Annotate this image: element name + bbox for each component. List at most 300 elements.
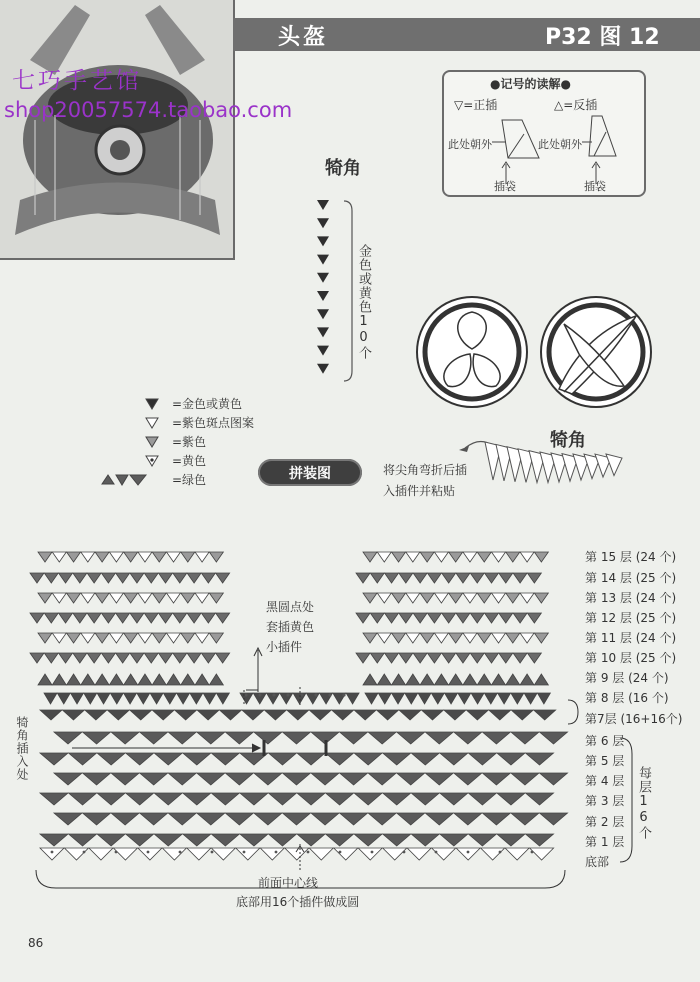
assembly-unit — [492, 633, 506, 643]
assembly-unit — [197, 732, 225, 744]
base-dot-marker — [435, 851, 438, 854]
assembly-unit — [144, 653, 158, 663]
assembly-unit — [377, 633, 391, 643]
assembly-unit — [368, 732, 396, 744]
assembly-unit — [124, 593, 138, 603]
assembly-unit — [89, 848, 113, 860]
assembly-unit — [497, 793, 525, 805]
assembly-unit — [527, 573, 541, 583]
assembly-unit — [365, 693, 378, 704]
assembly-unit — [64, 848, 88, 860]
assembly-unit — [370, 653, 384, 663]
assembly-unit — [30, 613, 44, 623]
assembly-unit — [138, 633, 152, 643]
color-legend-row — [100, 471, 270, 489]
assembly-unit — [268, 753, 296, 765]
assembly-unit — [420, 674, 434, 685]
assembly-unit — [225, 813, 253, 825]
assembly-unit — [354, 710, 376, 720]
horn-assembly-note-1: 将尖角弯折后插 — [383, 463, 468, 477]
assembly-unit — [54, 773, 82, 785]
assembly-unit — [383, 848, 407, 860]
horn-unit — [317, 309, 329, 319]
assembly-unit — [427, 653, 441, 663]
assembly-unit — [38, 593, 52, 603]
assembly-unit — [511, 732, 539, 744]
assembly-unit — [440, 793, 468, 805]
assembly-unit — [124, 552, 138, 562]
assembly-unit — [211, 793, 239, 805]
assembly-unit — [456, 573, 470, 583]
assembly-unit — [449, 552, 463, 562]
assembly-unit — [116, 653, 130, 663]
assembly-unit — [168, 773, 196, 785]
assembly-unit — [311, 773, 339, 785]
assembly-unit — [534, 674, 548, 685]
assembly-unit — [138, 674, 152, 685]
assembly-unit — [482, 732, 510, 744]
assembly-unit — [383, 834, 411, 846]
assembly-unit — [211, 753, 239, 765]
assembly-unit — [285, 848, 309, 860]
assembly-unit — [505, 848, 529, 860]
assembly-unit — [69, 753, 97, 765]
assembly-unit — [81, 674, 95, 685]
black-dot-marker — [272, 693, 275, 696]
assembly-unit — [368, 813, 396, 825]
assembly-unit — [506, 674, 520, 685]
assembly-unit — [397, 813, 425, 825]
assembly-unit — [69, 793, 97, 805]
assembly-unit — [97, 834, 125, 846]
assembly-unit — [195, 552, 209, 562]
assembly-unit — [181, 633, 195, 643]
assembly-unit — [385, 613, 399, 623]
assembly-unit — [183, 753, 211, 765]
helmet-photo — [0, 0, 235, 260]
assembly-unit — [470, 653, 484, 663]
assembly-unit — [197, 773, 225, 785]
assembly-diagram-label: 拼装图 — [258, 459, 362, 486]
assembly-unit — [385, 573, 399, 583]
assembly-unit — [520, 593, 534, 603]
assembly-unit — [427, 573, 441, 583]
insert-reverse-label: △=反插 — [554, 98, 598, 112]
assembly-unit — [209, 633, 223, 643]
assembly-unit — [109, 552, 123, 562]
layer-label: 第7层 (16+16个) — [585, 712, 683, 726]
assembly-unit — [383, 753, 411, 765]
horn-unit — [317, 236, 329, 246]
horn-insert-note: 犄角插入处 — [15, 716, 29, 781]
assembly-unit — [52, 633, 66, 643]
assembly-unit — [334, 848, 358, 860]
assembly-unit — [506, 593, 520, 603]
insert-normal-label: ▽=正插 — [454, 98, 498, 112]
assembly-unit — [397, 732, 425, 744]
assembly-unit — [111, 773, 139, 785]
assembly-unit — [524, 693, 537, 704]
assembly-unit — [442, 653, 456, 663]
assembly-unit — [492, 674, 506, 685]
assembly-unit — [477, 552, 491, 562]
assembly-unit — [477, 633, 491, 643]
assembly-unit — [187, 613, 201, 623]
assembly-unit — [309, 848, 333, 860]
watermark-url: shop20057574.taobao.com — [4, 98, 293, 122]
assembly-unit — [421, 710, 443, 720]
assembly-unit — [220, 710, 242, 720]
assembly-unit — [356, 573, 370, 583]
assembly-unit — [95, 593, 109, 603]
assembly-unit — [485, 613, 499, 623]
base-dot-marker — [115, 851, 118, 854]
assembly-unit — [40, 848, 64, 860]
assembly-unit — [201, 653, 215, 663]
assembly-unit — [468, 753, 496, 765]
color-legend-label: =黄色 — [172, 454, 207, 468]
assembly-unit — [152, 552, 166, 562]
assembly-unit — [44, 653, 58, 663]
assembly-unit — [162, 848, 186, 860]
assembly-unit — [83, 773, 111, 785]
assembly-unit — [126, 753, 154, 765]
assembly-unit — [85, 710, 107, 720]
assembly-unit — [407, 848, 431, 860]
assembly-unit — [511, 710, 533, 720]
assembly-unit — [405, 693, 418, 704]
assembly-unit — [326, 753, 354, 765]
assembly-unit — [427, 613, 441, 623]
figure-reference: P32 图 12 — [545, 25, 660, 50]
assembly-unit — [54, 813, 82, 825]
layer-label: 第 10 层 (25 个) — [585, 651, 677, 665]
assembly-unit — [377, 674, 391, 685]
assembly-unit — [492, 552, 506, 562]
assembly-unit — [201, 613, 215, 623]
assembly-unit — [187, 848, 211, 860]
assembly-unit — [511, 773, 539, 785]
assembly-unit — [159, 573, 173, 583]
assembly-unit — [254, 773, 282, 785]
assembly-unit — [175, 710, 197, 720]
assembly-unit — [124, 674, 138, 685]
layer-label: 底部 — [585, 855, 610, 869]
assembly-unit — [354, 834, 382, 846]
assembly-unit — [101, 653, 115, 663]
assembly-unit — [181, 593, 195, 603]
crest-hollyhock-icon — [417, 297, 527, 407]
assembly-unit — [69, 834, 97, 846]
horn-unit — [317, 273, 329, 283]
assembly-unit — [377, 593, 391, 603]
assembly-unit — [363, 552, 377, 562]
black-dot-note-line-1: 黑圆点处 — [266, 600, 315, 614]
assembly-unit — [44, 613, 58, 623]
assembly-unit — [463, 593, 477, 603]
assembly-unit — [190, 693, 203, 704]
horn-unit — [317, 218, 329, 228]
assembly-unit — [167, 552, 181, 562]
assembly-unit — [485, 573, 499, 583]
layer-label: 第 4 层 — [585, 774, 625, 788]
notation-diagrams — [444, 72, 644, 195]
assembly-unit — [425, 813, 453, 825]
assembly-unit — [109, 674, 123, 685]
assembly-unit — [399, 613, 413, 623]
assembly-unit — [498, 693, 511, 704]
assembly-unit — [30, 573, 44, 583]
base-dot-marker — [51, 851, 54, 854]
assembly-unit — [59, 573, 73, 583]
assembly-unit — [159, 653, 173, 663]
assembly-unit — [326, 793, 354, 805]
assembly-unit — [163, 693, 176, 704]
color-swatch-icon — [100, 396, 170, 412]
horn-stack-note: 金色或黄色10个 — [356, 244, 371, 360]
layer-label: 第 14 层 (25 个) — [585, 571, 677, 585]
assembly-unit — [225, 773, 253, 785]
layer-label: 第 8 层 (16 个) — [585, 691, 669, 705]
assembly-unit — [468, 834, 496, 846]
color-swatch-icon — [100, 472, 170, 488]
assembly-unit — [280, 693, 293, 704]
assembly-unit — [445, 693, 458, 704]
color-legend-row — [100, 452, 270, 470]
assembly-unit — [211, 848, 235, 860]
assembly-unit — [216, 653, 230, 663]
assembly-unit — [499, 613, 513, 623]
horn-assembled-drawing — [455, 428, 635, 498]
assembly-unit — [130, 710, 152, 720]
assembly-unit — [406, 552, 420, 562]
black-dot-marker — [244, 693, 247, 696]
assembly-unit — [168, 813, 196, 825]
assembly-unit — [216, 693, 229, 704]
assembly-unit — [397, 773, 425, 785]
assembly-unit — [456, 653, 470, 663]
color-swatch-icon — [100, 453, 170, 469]
assembly-unit — [195, 633, 209, 643]
layer-label: 第 5 层 — [585, 754, 625, 768]
assembly-unit — [168, 732, 196, 744]
assembly-unit — [540, 773, 568, 785]
page-number: 86 — [28, 936, 44, 950]
assembly-unit — [38, 633, 52, 643]
assembly-unit — [144, 573, 158, 583]
horn-unit — [317, 346, 329, 356]
assembly-unit — [499, 653, 513, 663]
assembly-unit — [466, 710, 488, 720]
color-swatch-icon — [100, 415, 170, 431]
assembly-unit — [124, 633, 138, 643]
color-legend-label: =紫色 — [172, 435, 207, 449]
assembly-unit — [499, 573, 513, 583]
assembly-unit — [506, 552, 520, 562]
assembly-unit — [413, 653, 427, 663]
assembly-unit — [540, 813, 568, 825]
assembly-unit — [356, 653, 370, 663]
assembly-unit — [116, 573, 130, 583]
assembly-unit — [527, 653, 541, 663]
pocket-label-left: 插袋 — [494, 180, 516, 193]
assembly-unit — [40, 793, 68, 805]
assembly-unit — [431, 693, 444, 704]
assembly-unit — [406, 633, 420, 643]
assembly-unit — [209, 593, 223, 603]
horn-unit — [317, 255, 329, 265]
horn-unit — [317, 291, 329, 301]
helmet-photo-drawing — [0, 0, 233, 258]
assembly-unit — [116, 613, 130, 623]
assembly-unit — [454, 813, 482, 825]
assembly-unit — [59, 613, 73, 623]
assembly-unit — [236, 848, 260, 860]
assembly-unit — [54, 732, 82, 744]
layer-label: 第 9 层 (24 个) — [585, 671, 669, 685]
base-note: 底部用16个插件做成圆 — [236, 895, 360, 909]
front-center-label: 前面中心线 — [258, 876, 319, 890]
assembly-unit — [183, 793, 211, 805]
assembly-unit — [418, 693, 431, 704]
assembly-unit — [346, 693, 359, 704]
assembly-unit — [444, 710, 466, 720]
assembly-unit — [173, 613, 187, 623]
assembly-unit — [73, 613, 87, 623]
assembly-unit — [332, 710, 354, 720]
assembly-unit — [413, 613, 427, 623]
assembly-unit — [377, 710, 399, 720]
assembly-unit — [392, 593, 406, 603]
crest-feather-icon — [541, 297, 651, 407]
layer-label: 第 2 层 — [585, 815, 625, 829]
assembly-unit — [293, 693, 306, 704]
base-dot-marker — [531, 851, 534, 854]
color-legend-label: =金色或黄色 — [172, 397, 243, 411]
assembly-unit — [140, 773, 168, 785]
layer-label: 第 15 层 (24 个) — [585, 550, 677, 564]
assembly-unit — [95, 552, 109, 562]
assembly-unit — [442, 573, 456, 583]
assembly-unit — [434, 593, 448, 603]
assembly-unit — [138, 593, 152, 603]
assembly-unit — [107, 710, 129, 720]
layer-label: 第 6 层 — [585, 734, 625, 748]
assembly-unit — [67, 552, 81, 562]
assembly-unit — [297, 834, 325, 846]
assembly-unit — [370, 613, 384, 623]
assembly-unit — [30, 653, 44, 663]
assembly-unit — [40, 834, 68, 846]
assembly-unit — [497, 834, 525, 846]
base-dot-marker — [275, 851, 278, 854]
assembly-unit — [526, 753, 554, 765]
assembly-unit — [137, 693, 150, 704]
assembly-unit — [183, 834, 211, 846]
color-legend-label: =紫色斑点图案 — [172, 416, 255, 430]
assembly-unit — [71, 693, 84, 704]
assembly-unit — [110, 693, 123, 704]
assembly-unit — [540, 732, 568, 744]
assembly-unit — [109, 593, 123, 603]
assembly-unit — [152, 633, 166, 643]
assembly-unit — [67, 633, 81, 643]
assembly-unit — [181, 674, 195, 685]
assembly-unit — [432, 848, 456, 860]
assembly-unit — [140, 732, 168, 744]
assembly-unit — [463, 674, 477, 685]
assembly-unit — [124, 693, 137, 704]
horn-unit — [317, 364, 329, 374]
assembly-unit — [425, 732, 453, 744]
assembly-unit — [282, 732, 310, 744]
assembly-unit — [363, 593, 377, 603]
assembly-unit — [434, 633, 448, 643]
black-dot-note-line-3: 小插件 — [266, 640, 303, 654]
assembly-unit — [513, 573, 527, 583]
color-legend-row — [100, 433, 270, 451]
assembly-unit — [377, 552, 391, 562]
assembly-unit — [297, 793, 325, 805]
assembly-unit — [254, 813, 282, 825]
assembly-unit — [456, 848, 480, 860]
assembly-unit — [392, 633, 406, 643]
color-legend — [100, 395, 260, 490]
assembly-unit — [83, 813, 111, 825]
assembly-unit — [484, 693, 497, 704]
assembly-unit — [62, 710, 84, 720]
assembly-unit — [513, 653, 527, 663]
assembly-unit — [513, 613, 527, 623]
assembly-unit — [520, 633, 534, 643]
assembly-unit — [506, 633, 520, 643]
assembly-unit — [187, 653, 201, 663]
assembly-unit — [520, 552, 534, 562]
assembly-unit — [130, 613, 144, 623]
assembly-unit — [458, 693, 471, 704]
assembly-unit — [482, 773, 510, 785]
assembly-unit — [442, 613, 456, 623]
assembly-unit — [534, 710, 556, 720]
black-dot-marker — [300, 693, 303, 696]
assembly-unit — [197, 813, 225, 825]
assembly-unit — [173, 653, 187, 663]
assembly-unit — [470, 613, 484, 623]
assembly-unit — [326, 834, 354, 846]
assembly-unit — [385, 653, 399, 663]
assembly-unit — [216, 613, 230, 623]
assembly-unit — [492, 593, 506, 603]
assembly-unit — [411, 793, 439, 805]
assembly-unit — [449, 633, 463, 643]
notation-legend — [442, 70, 646, 197]
assembly-unit — [297, 753, 325, 765]
base-dot-marker — [147, 851, 150, 854]
assembly-unit — [534, 593, 548, 603]
assembly-unit — [311, 813, 339, 825]
assembly-unit — [95, 633, 109, 643]
base-dot-marker — [307, 851, 310, 854]
assembly-unit — [130, 573, 144, 583]
assembly-unit — [527, 613, 541, 623]
assembly-unit — [477, 593, 491, 603]
assembly-unit — [187, 573, 201, 583]
color-legend-row — [100, 414, 270, 432]
assembly-unit — [370, 573, 384, 583]
assembly-unit — [195, 674, 209, 685]
assembly-unit — [154, 793, 182, 805]
assembly-unit — [44, 573, 58, 583]
